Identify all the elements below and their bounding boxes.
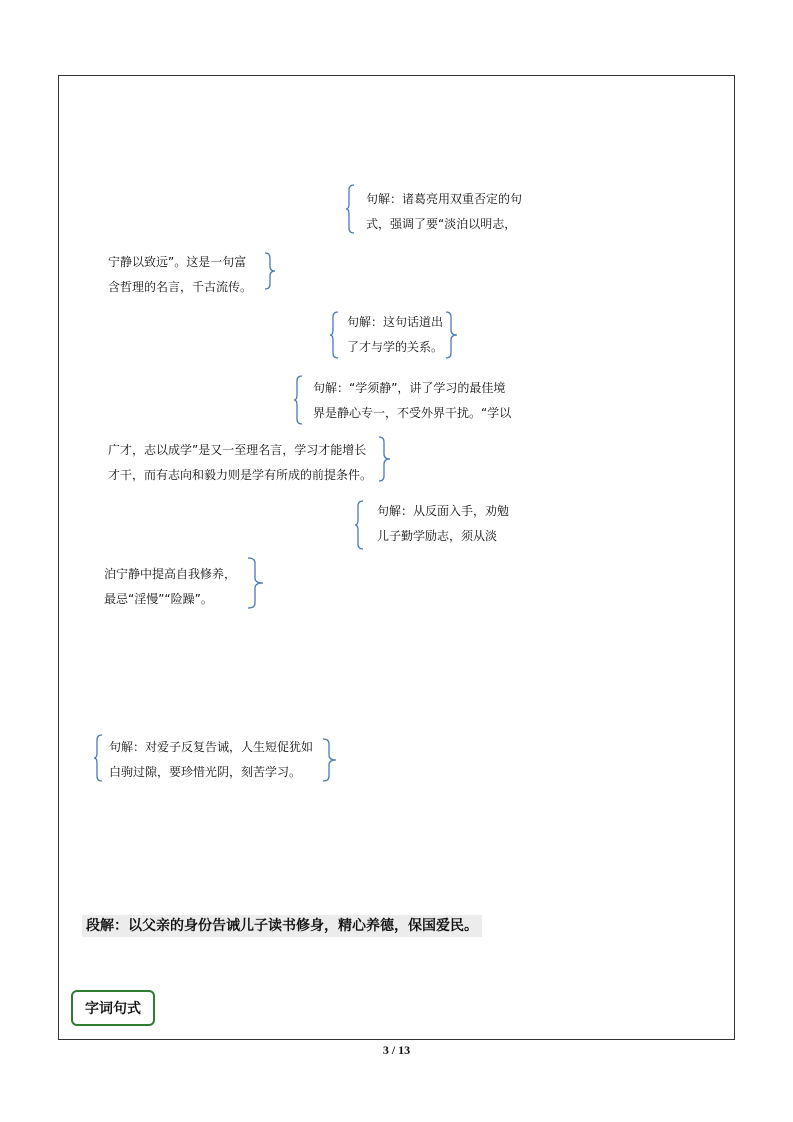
left-brace-icon (293, 375, 305, 425)
left-brace-icon (354, 500, 366, 550)
right-brace-icon (378, 436, 392, 482)
section-title-box (71, 990, 155, 1026)
note-line: 句解：“学须静”，讲了学习的最佳境 (313, 381, 506, 395)
note-line: 式，强调了要“淡泊以明志， (366, 217, 517, 231)
section-title: 字词句式 (85, 1001, 141, 1017)
note-line: 界是静心专一，不受外界干扰。“学以 (313, 406, 512, 420)
note-line: 白驹过隙，要珍惜光阴，刻苦学习。 (109, 765, 302, 779)
right-brace-icon (445, 311, 459, 359)
note-7 (104, 562, 236, 612)
note-8 (109, 735, 313, 785)
note-line: 句解：这句话道出 (347, 315, 444, 329)
page-number: 3 / 13 (382, 1043, 411, 1057)
note-line: 句解：对爱子反复告诫，人生短促犹如 (109, 740, 314, 754)
note-6 (377, 499, 509, 549)
note-3 (347, 310, 443, 360)
note-line: 了才与学的关系。 (347, 340, 444, 354)
note-line: 句解：诸葛亮用双重否定的句 (366, 192, 523, 206)
right-brace-icon (247, 557, 265, 609)
left-brace-icon (93, 734, 105, 782)
note-line: 才干，而有志向和毅力则是学有所成的前提条件。 (108, 468, 373, 482)
left-brace-icon (345, 184, 357, 234)
note-line: 儿子勤学励志，须从淡 (377, 529, 498, 543)
right-brace-icon (264, 252, 276, 290)
note-4 (313, 376, 511, 426)
note-1 (366, 187, 522, 237)
note-line: 最忌“淫慢”“险躁”。 (104, 592, 213, 606)
note-line: 句解：从反面入手，劝勉 (377, 504, 510, 518)
note-2 (108, 250, 252, 300)
note-5 (108, 438, 372, 488)
note-line: 广才，志以成学”是又一至理名言，学习才能增长 (108, 443, 367, 457)
note-line: 宁静以致远”。这是一句富 (108, 255, 247, 269)
right-brace-icon (322, 738, 338, 782)
note-line: 泊宁静中提高自我修养， (104, 567, 237, 581)
paragraph-summary: 段解：以父亲的身份告诫儿子读书修身，精心养德，保国爱民。 (82, 915, 482, 937)
left-brace-icon (329, 311, 341, 359)
note-line: 含哲理的名言，千古流传。 (108, 280, 253, 294)
